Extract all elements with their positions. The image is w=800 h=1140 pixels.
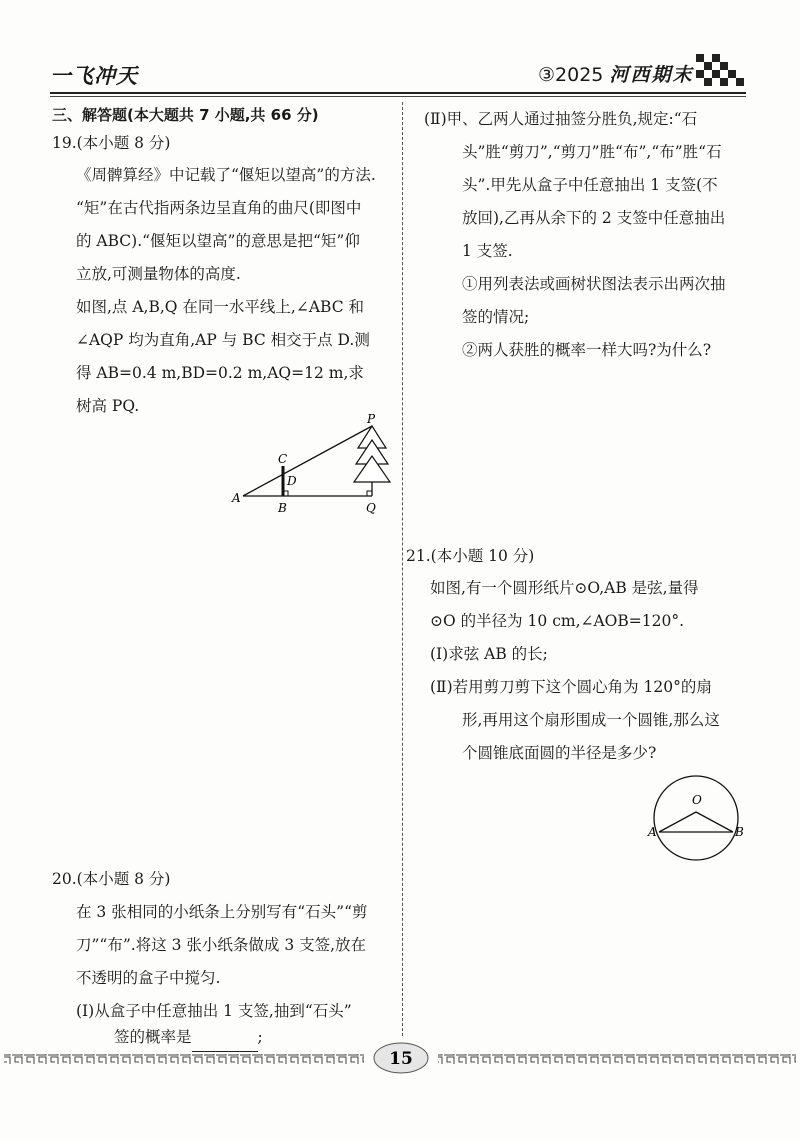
brand-logo: 一飞冲天 [50, 64, 138, 88]
q21-heading: 21.(本小题 10 分) [406, 547, 535, 565]
q20-heading: 20.(本小题 8 分) [52, 870, 171, 888]
label-a: A [648, 825, 657, 839]
label-c: C [278, 452, 288, 466]
radii-oa-ob [659, 812, 733, 832]
label-b: B [278, 501, 287, 515]
q19-line: 的 ABC).“偃矩以望高”的意思是把“矩”仰 [76, 232, 360, 250]
q20-part2-line: 头”胜“剪刀”,“剪刀”胜“布”,“布”胜“石 [462, 143, 722, 161]
checker-decoration [696, 54, 744, 88]
label-p: P [367, 412, 376, 426]
label-o: O [692, 793, 702, 807]
q19-tree-figure [226, 412, 396, 522]
column-divider [402, 102, 403, 1036]
series-name: 河西期末 [609, 64, 694, 86]
q19-line: 《周髀算经》中记载了“偃矩以望高”的方法. [76, 166, 376, 184]
q20-part2-line: 签的情况; [462, 308, 530, 326]
q20-part2-line: 头”.甲先从盒子中任意抽出 1 支签(不 [462, 176, 718, 194]
section-title: 三、解答题(本大题共 7 小题,共 66 分) [52, 106, 319, 124]
q21-line: 形,再用这个扇形围成一个圆锥,那么这 [462, 711, 720, 729]
q20-blank-prefix: 签的概率是 [114, 1028, 192, 1046]
sight-line [243, 426, 372, 496]
label-b: B [735, 825, 744, 839]
circle-o [654, 776, 738, 860]
header-rule-thin [50, 96, 746, 97]
q21-line: 个圆锥底面圆的半径是多少? [462, 744, 657, 762]
q20-line: 刀”“布”.将这 3 张小纸条做成 3 支签,放在 [76, 936, 367, 954]
q21-line: (Ⅰ)求弦 AB 的长; [430, 645, 548, 663]
label-a: A [232, 491, 241, 505]
header-rule [50, 92, 746, 94]
q19-line: 得 AB=0.4 m,BD=0.2 m,AQ=12 m,求 [76, 364, 364, 382]
q21-line: ⊙O 的半径为 10 cm,∠AOB=120°. [430, 612, 685, 630]
label-q: Q [366, 501, 376, 515]
q20-line: 在 3 张相同的小纸条上分别写有“石头”“剪 [76, 903, 368, 921]
q19-heading: 19.(本小题 8 分) [52, 134, 171, 152]
page-number-badge [373, 1041, 429, 1075]
q19-line: “矩”在古代指两条边呈直角的曲尺(即图中 [76, 199, 362, 217]
q20-part2-line: 放回),乙再从余下的 2 支签中任意抽出 [462, 209, 726, 227]
q19-line: ∠AQP 均为直角,AP 与 BC 相交于点 D.测 [76, 331, 370, 349]
label-d: D [287, 474, 297, 488]
q20-line: (Ⅰ)从盒子中任意抽出 1 支签,抽到“石头” [76, 1002, 352, 1020]
q20-part2-line: ①用列表法或画树状图法表示出两次抽 [462, 275, 726, 293]
series-title [538, 60, 693, 87]
q19-line: 树高 PQ. [76, 397, 140, 415]
q20-part2-line: 1 支签. [462, 242, 513, 260]
q21-line: 如图,有一个圆形纸片⊙O,AB 是弦,量得 [430, 579, 699, 597]
q20-part2-line: ②两人获胜的概率一样大吗?为什么? [462, 341, 712, 359]
q21-circle-figure [644, 770, 750, 870]
series-prefix: ③2025 [538, 64, 604, 86]
q21-line: (Ⅱ)若用剪刀剪下这个圆心角为 120°的扇 [430, 678, 712, 696]
q20-blank-suffix: ; [257, 1028, 263, 1046]
page-number: 15 [389, 1049, 413, 1069]
right-angle-q [367, 491, 372, 496]
q19-line: 立放,可测量物体的高度. [76, 265, 241, 283]
q19-line: 如图,点 A,B,Q 在同一水平线上,∠ABC 和 [76, 298, 364, 316]
q20-part2-line: (Ⅱ)甲、乙两人通过抽签分胜负,规定:“石 [424, 110, 698, 128]
q20-line: 不透明的盒子中搅匀. [76, 969, 221, 987]
